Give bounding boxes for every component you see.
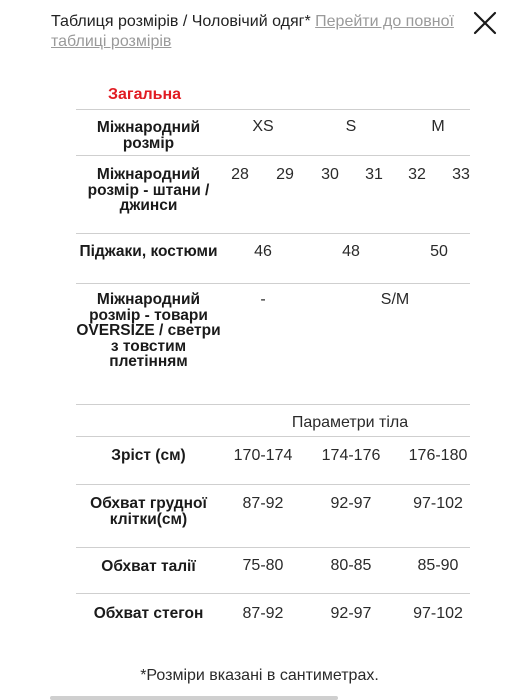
row-label-oversize: Міжнародний розмір - товари OVERSIZE / светри з товстим плетінням [76,291,221,370]
cell-xs: XS [252,118,274,135]
header-title: Таблиця розмірів / Чоловічий одяг* [51,13,316,30]
row-divider [76,155,470,156]
cell-pants-30: 30 [321,166,339,183]
cell-pants-31: 31 [365,166,383,183]
full-size-chart-link[interactable]: Перейти до повної таблиці розмірів [51,13,454,50]
cell-jackets-48: 48 [342,243,360,260]
cell-pants-28: 28 [231,166,249,183]
footnote: *Розміри вказані в сантиметрах. [140,667,379,684]
cell-m: M [431,118,445,135]
cell-pants-33: 33 [452,166,470,183]
row-label-international-size: Міжнародний розмір [96,119,201,152]
row-divider [76,593,470,594]
cell-hips-1: 87-92 [242,605,284,622]
cell-jackets-46: 46 [254,243,272,260]
cell-oversize-sm: S/M [380,291,410,308]
close-icon[interactable] [472,10,498,36]
row-divider [76,233,470,234]
row-divider [76,404,470,405]
cell-hips-2: 92-97 [330,605,372,622]
cell-hips-3: 97-102 [413,605,463,622]
row-divider [76,547,470,548]
body-params-title: Параметри тіла [291,414,409,431]
size-chart-header [51,12,461,52]
row-label-pants-size: Міжнародний розмір - штани / джинси [87,166,210,214]
row-label-chest: Обхват грудної клітки(см) [90,495,207,528]
cell-height-2: 174-176 [321,447,381,464]
row-divider [76,484,470,485]
cell-chest-3: 97-102 [413,495,463,512]
horizontal-scrollbar[interactable] [50,696,338,700]
row-divider [76,283,470,284]
row-label-waist: Обхват талії [101,558,196,575]
cell-pants-32: 32 [408,166,426,183]
cell-s: S [345,118,357,135]
cell-chest-2: 92-97 [330,495,372,512]
row-divider [76,109,470,110]
cell-pants-29: 29 [276,166,294,183]
row-label-height: Зріст (см) [111,447,186,464]
cell-waist-1: 75-80 [242,557,284,574]
row-divider [76,436,470,437]
cell-jackets-50: 50 [430,243,448,260]
cell-waist-3: 85-90 [417,557,459,574]
row-label-jackets: Піджаки, костюми [79,243,218,260]
cell-height-1: 170-174 [233,447,293,464]
cell-oversize-dash: - [260,291,266,308]
cell-height-3: 176-180 [408,447,468,464]
section-title: Загальна [108,86,182,103]
cell-waist-2: 80-85 [330,557,372,574]
row-label-hips: Обхват стегон [93,605,204,622]
cell-chest-1: 87-92 [242,495,284,512]
